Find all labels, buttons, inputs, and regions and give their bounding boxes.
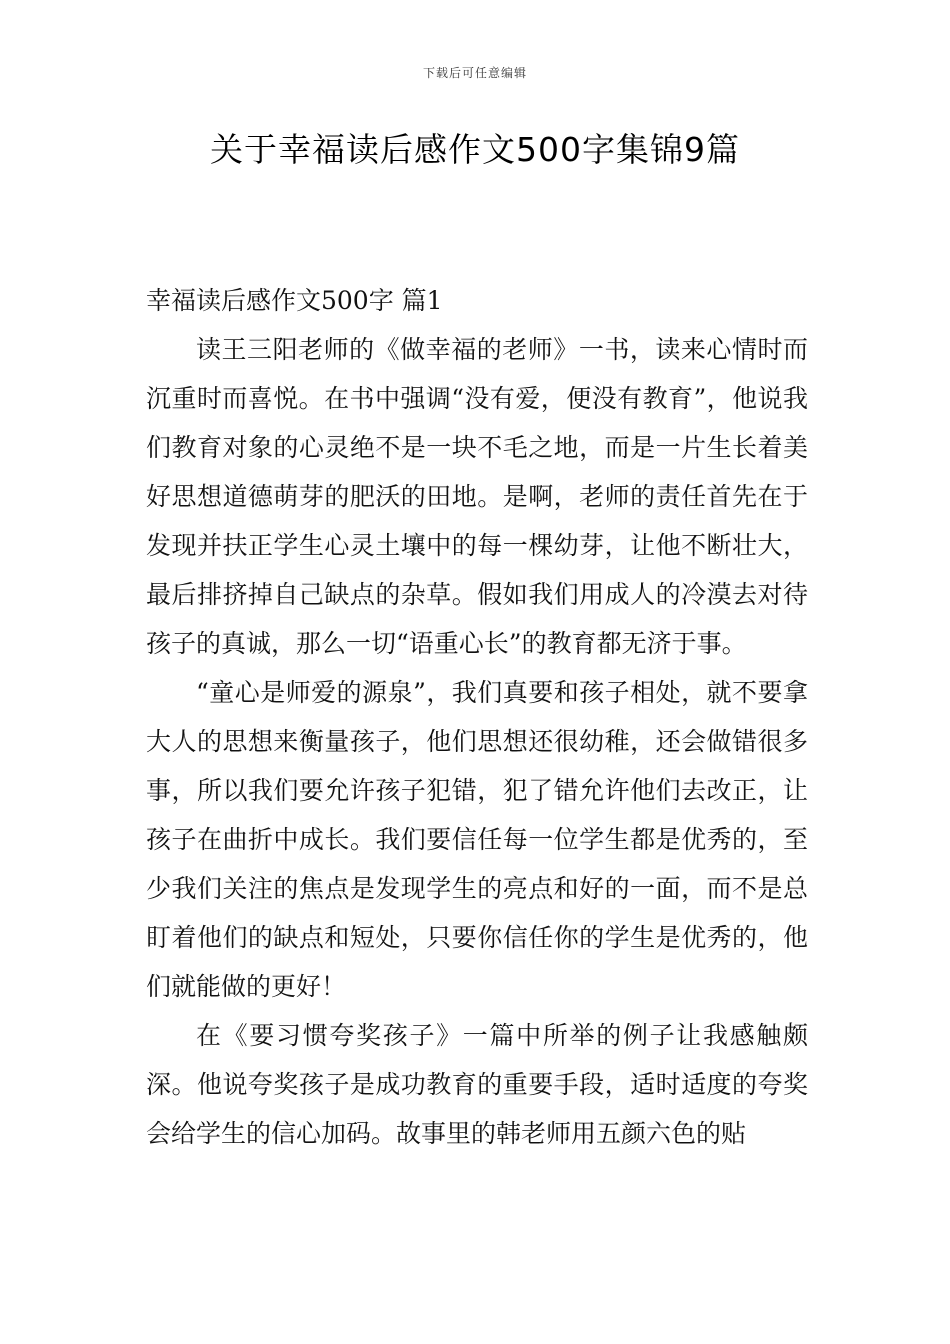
paragraph-3: 在《要习惯夸奖孩子》一篇中所举的例子让我感触颇深。他说夸奖孩子是成功教育的重要手段，适时适度的夸奖会给学生的信心加码。故事里的韩老师用五颜六色的贴 — [146, 1021, 808, 1148]
section-heading: 幸福读后感作文500字 篇1 — [146, 286, 443, 315]
document-title: 关于幸福读后感作文500字集锦9篇 — [210, 130, 740, 169]
header-note: 下载后可任意编辑 — [422, 66, 527, 80]
paragraph-1: 读王三阳老师的《做幸福的老师》一书，读来心情时而沉重时而喜悦。在书中强调“没有爱，便没有教育”，他说我们教育对象的心灵绝不是一块不毛之地，而是一片生长着美好思想道德萌芽的肥沃的田地。是啊，老师的责任首先在于发现并扶正学生心灵土壤中的每一棵幼芽，让他不断壮大，最后排挤掉自己缺点的杂草。假如我们用成人的冷漠去对待孩子的真诚，那么一切“语重心长”的教育都无济于事。 — [146, 335, 808, 658]
paragraph-2: “童心是师爱的源泉”，我们真要和孩子相处，就不要拿大人的思想来衡量孩子，他们思想还很幼稚，还会做错很多事，所以我们要允许孩子犯错，犯了错允许他们去改正，让孩子在曲折中成长。我们要信任每一位学生都是优秀的，至少我们关注的焦点是发现学生的亮点和好的一面，而不是总盯着他们的缺点和短处，只要你信任你的学生是优秀的，他们就能做的更好！ — [146, 678, 808, 1001]
document-body — [146, 276, 808, 1158]
